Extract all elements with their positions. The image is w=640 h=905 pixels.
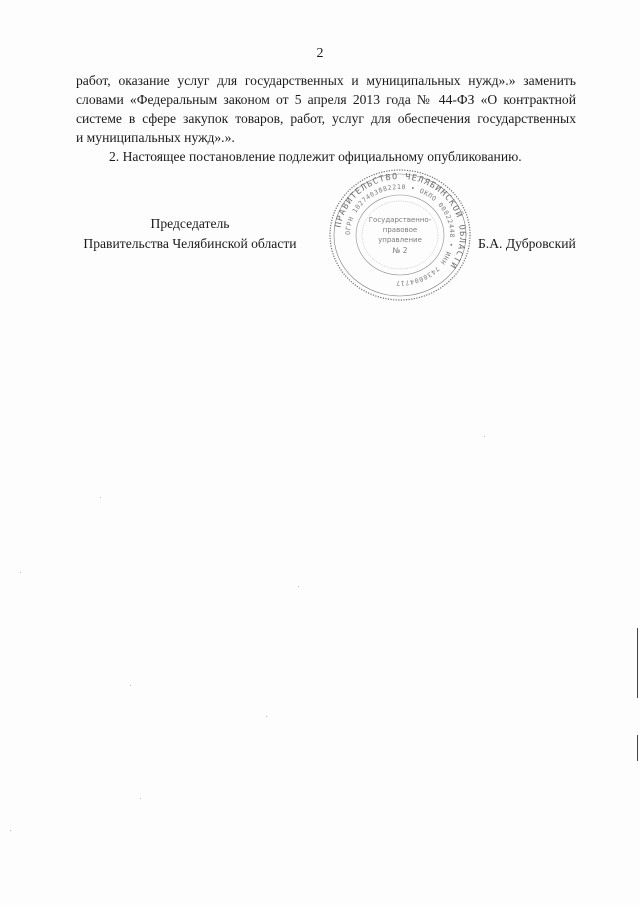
scan-edge-line: [637, 628, 638, 698]
scan-speck: [100, 497, 101, 498]
scan-speck: [484, 436, 485, 437]
seal-inner-text: ОГРН 1027403882210 • ОКПО 00022448 • ИНН 7430004717: [343, 182, 457, 288]
scan-speck: [266, 716, 267, 717]
body-line-1: работ, оказание услуг для государственных и муниципальных нужд».» заменить: [76, 73, 576, 88]
scan-speck: [298, 586, 299, 587]
scan-speck: [140, 798, 141, 799]
body-paragraph-2: 2. Настоящее постановление подлежит официальному опубликованию.: [109, 149, 522, 164]
scan-speck: [10, 830, 11, 831]
seal-center-line-4: № 2: [392, 246, 408, 255]
seal-outer-text: ПРАВИТЕЛЬСТВО ЧЕЛЯБИНСКОЙ ОБЛАСТИ: [333, 171, 468, 271]
seal-center-line-1: Государственно-: [368, 216, 432, 224]
body-line-2: словами «Федеральным законом от 5 апреля 2013 года № 44-ФЗ «О контрактной: [76, 92, 576, 107]
official-seal: [328, 168, 472, 302]
body-line-3: системе в сфере закупок товаров, работ, услуг для обеспечения государственных: [76, 111, 576, 126]
scan-speck: [20, 572, 21, 573]
scan-speck: [130, 685, 131, 686]
body-line-4: и муниципальных нужд».».: [76, 130, 235, 145]
signatory-title: [70, 214, 310, 254]
page-number: 2: [316, 46, 324, 61]
scan-edge-line: [637, 735, 638, 761]
document-body: [76, 71, 576, 166]
signatory-name: Б.А. Дубровский: [478, 236, 576, 251]
signatory-title-line-1: Председатель: [150, 216, 230, 231]
seal-center-line-3: управление: [378, 236, 422, 244]
seal-center-line-2: правовое: [382, 226, 418, 234]
signatory-title-line-2: Правительства Челябинской области: [83, 236, 297, 251]
